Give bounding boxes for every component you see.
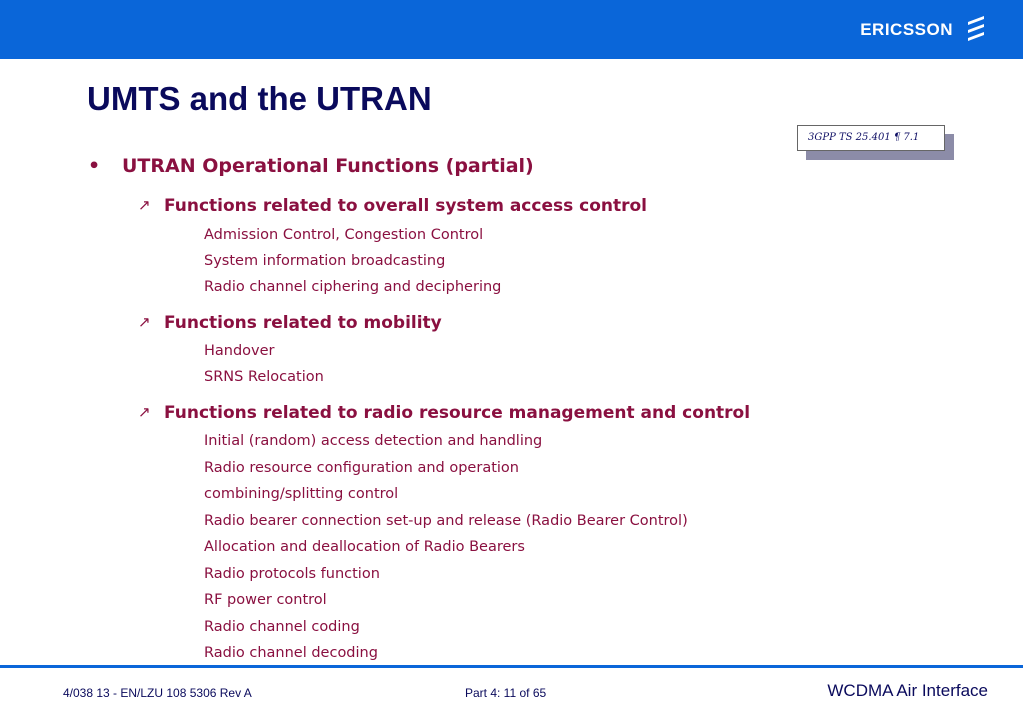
arrow-icon: ↗	[138, 313, 151, 331]
group-heading-text: Functions related to radio resource management and control	[164, 403, 751, 423]
list-item: combining/splitting control	[204, 486, 399, 502]
main-heading-text: UTRAN Operational Functions (partial)	[122, 155, 534, 177]
list-item: RF power control	[204, 592, 327, 608]
list-item: Radio protocols function	[204, 566, 380, 582]
list-item: Admission Control, Congestion Control	[204, 227, 484, 243]
arrow-icon: ↗	[138, 196, 151, 214]
footer-course-title: WCDMA Air Interface	[827, 681, 988, 700]
slide-title: UMTS and the UTRAN	[87, 80, 432, 117]
bullet-icon: •	[88, 155, 101, 177]
list-item: Radio channel decoding	[204, 645, 378, 661]
list-item: System information broadcasting	[204, 253, 446, 269]
reference-box: 3GPP TS 25.401 ¶ 7.1	[797, 125, 945, 151]
footer-doc-id: 4/038 13 - EN/LZU 108 5306 Rev A	[63, 686, 252, 700]
group-heading-text: Functions related to overall system access control	[164, 196, 648, 216]
list-item: SRNS Relocation	[204, 369, 324, 385]
header-bar	[0, 0, 1023, 59]
list-item: Radio bearer connection set-up and release (Radio Bearer Control)	[204, 513, 688, 529]
list-item: Radio channel coding	[204, 619, 360, 635]
footer-page-number: Part 4: 11 of 65	[465, 686, 547, 700]
list-item: Radio channel ciphering and deciphering	[204, 279, 502, 295]
ericsson-logo-icon	[965, 15, 987, 41]
group-heading-text: Functions related to mobility	[164, 313, 442, 333]
brand-name: ERICSSON	[860, 20, 953, 39]
list-item: Initial (random) access detection and handling	[204, 433, 543, 449]
list-item: Radio resource configuration and operation	[204, 460, 519, 476]
list-item: Allocation and deallocation of Radio Bearers	[204, 539, 525, 555]
arrow-icon: ↗	[138, 403, 151, 421]
footer-divider	[0, 665, 1023, 668]
list-item: Handover	[204, 343, 275, 359]
